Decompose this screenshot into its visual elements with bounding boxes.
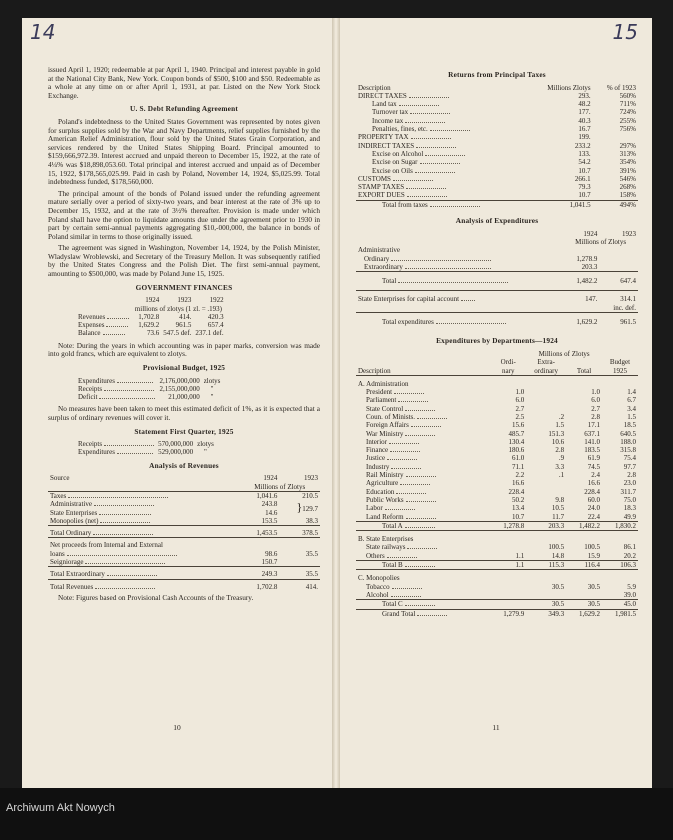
gov-finances-table: [76, 296, 226, 337]
table-row: Deficit 21,000,000 ": [78, 393, 214, 402]
table-row: Agriculture 16.6 16.6 23.0: [366, 479, 636, 488]
page-number: 11: [492, 723, 500, 732]
table-row: Foreign Affairs 15.6 1.5 17.1 18.5: [366, 421, 636, 430]
table-row: Land Reform 10.7 11.7 22.4 49.9: [366, 512, 636, 521]
handwritten-page-number: 14: [30, 20, 56, 44]
table-row: Industry 71.1 3.3 74.5 97.7: [366, 462, 636, 471]
gov-finances-title: GOVERNMENT FINANCES: [135, 282, 233, 292]
table-row: Justice 61.0 .9 61.9 75.4: [366, 454, 636, 463]
prov-note: No measures have been taken to meet this estimated deficit of 1%, as it is expected that a surplus of ordinary revenues will cover it.: [48, 404, 320, 422]
intro-text: issued April 1, 1920; redeemable at par April 1, 1940. Principal and interest payable in gold at the National City Bank, New York. Coupon bonds of $500, $100 and $50. Redeemable as a whole at any time on or after April 1, 1931, at par. Listed on the New York Stock Exchange.: [48, 65, 320, 100]
table-row: Balance 73.6 547.5 def. 237.1 def.: [78, 329, 224, 338]
table-row: Expenditures 529,000,000 ": [78, 448, 207, 457]
returns-row: DIRECT TAXES 293. 560%: [358, 91, 636, 100]
statement-title: Statement First Quarter, 1925: [134, 426, 234, 436]
table-row: Parliament 6.0 6.0 6.7: [366, 396, 636, 405]
table-row: B. State Enterprises: [356, 531, 638, 544]
table-row: Expenses 1,629.2 961.5 657.4: [78, 321, 224, 330]
table-row: A. Administration: [356, 375, 638, 388]
table-row: Total A 1,278.8 203.3 1,482.2 1,830.2: [356, 521, 638, 530]
returns-row: Turnover tax 177. 724%: [372, 108, 636, 117]
table-row: State Control 2.7 2.7 3.4: [366, 404, 636, 413]
debt-title: U. S. Debt Refunding Agreement: [129, 104, 239, 114]
archive-name: Archiwum Akt Nowych: [6, 802, 115, 814]
table-row: Expenditures 2,176,000,000 zlotys: [78, 376, 221, 385]
returns-row: INDIRECT TAXES 233.2 297%: [358, 141, 636, 150]
debt-paragraph-2: The principal amount of the bonds of Poland issued under the refunding agreement mature serially over a period of sixty-two years, and bear interest at the rate of 3% up to December 15, 1932, and at the rate of 3½% thereafter. Provision is made under which Poland shall have the option to liquidate amounts due under the agreement prior to 1930 in part by certain semi-annual payments aggregating $10,-000,000, the balance in bonds of Poland similar in terms to those originally issued.: [48, 188, 320, 241]
table-row: Coun. of Minists. 2.5 .2 2.8 1.5: [366, 412, 636, 421]
debt-paragraph-3: The agreement was signed in Washington, November 14, 1924, by the Polish Minister, Wladyslaw Wroblewski, and Secretary of the Treasury Mellon. It was subsequently ratified by the United States Congress and the Polish Diet. The first semi-annual payment, amounting to $500,000, was made by Poland June 15, 1925.: [48, 243, 320, 279]
gov-year: 1924: [145, 296, 160, 305]
table-row: Revenues 1,702.8 414. 420.3: [78, 312, 224, 321]
revenues-title: Analysis of Revenues: [149, 460, 219, 470]
expenditures-title: Analysis of Expenditures: [455, 216, 539, 226]
expenditures-table: 1924 1923 Millions of Zlotys Administrative Ordinary 1,278.9 Extraordinary 203.3 Total 1,482.2 647.4 State Enterprises for capital account 147. 314.1 inc. def. Total expenditures 1,629.2 961.5: [356, 230, 638, 332]
table-row: Tobacco 30.5 30.5 5.9: [366, 582, 636, 591]
gov-units: millions of zlotys (1 zl. = .193): [134, 304, 222, 313]
revenues-note: Note: Figures based on Provisional Cash Accounts of the Treasury.: [58, 592, 254, 602]
table-row: Receipts 570,000,000 zlotys: [78, 440, 214, 449]
table-row: Total B 1.1 115.3 116.4 106.3: [356, 561, 638, 570]
archive-footer: [0, 788, 673, 840]
table-row: Receipts 2,155,000,000 ": [78, 384, 214, 393]
table-row: Alcohol 39.0: [366, 590, 636, 599]
prov-budget-table: [76, 377, 222, 402]
prov-budget-title: Provisional Budget, 1925: [142, 362, 226, 372]
left-page: [22, 18, 332, 788]
table-row: Labor 13.4 10.5 24.0 18.3: [366, 504, 636, 513]
gov-note: Note: During the years in which accounting was in paper marks, conversion was made into gold francs, which are equivalent to zlotys.: [48, 340, 320, 359]
returns-table: Description Millions Zlotys % of 1923 DIRECT TAXES 293. 560% Land tax 48.2 711% Turnover tax 177. 724% Income tax 40.3 255% Penalties, fines, etc. 16.7 756% PROPERTY TAX 199. INDIRECT TAXES 233.2 297% Excise on Alcohol 133. 313% Excise on Sugar 54.2 354% Excise on Oils 10.7 391% CUSTOMS 266.1 546% STAMP TAXES 79.3 268% EXPORT DUES 10.7 158% Total from taxes 1,041.5 494%: [358, 83, 636, 209]
returns-row: Penalties, fines, etc. 16.7 756%: [372, 125, 636, 134]
table-row: Finance 180.6 2.8 183.5 315.8: [366, 446, 636, 455]
page-number: 10: [173, 723, 181, 732]
returns-total-row: Total from taxes 1,041.5 494%: [356, 200, 638, 209]
returns-row: Excise on Alcohol 133. 313%: [372, 149, 636, 158]
returns-row: CUSTOMS 266.1 546%: [358, 174, 636, 183]
table-row: Grand Total 1,279.9 349.3 1,629.2 1,981.5: [356, 609, 638, 618]
book-spine: [332, 18, 340, 788]
debt-paragraph-1: Poland's indebtedness to the United States Government was represented by notes given for surplus supplies sold by the War and Navy Departments, relief supplies furnished by the American Relief Administration, flour sold by the United States Grain Corporation, and services rendered by the United States Shipping Board. Principal amounted to $159,666,972.39. Interest accrued and unpaid thereon to December 15, 1922, at the rate of 4¼% was $18,898,053.60. Total principal and interest accrued and unpaid as of December 15, 1922, $178,565,025.99. Paid in cash by Poland, November 14, 1924, $5,025.99. Total indebtedness funded, $178,560,000.: [48, 116, 320, 187]
handwritten-page-number: 15: [612, 20, 638, 44]
gov-year: 1922: [209, 296, 224, 305]
statement-table: [76, 440, 216, 457]
departments-title: Expenditures by Departments—1924: [436, 336, 558, 346]
returns-row: STAMP TAXES 79.3 268%: [358, 183, 636, 192]
returns-row: Income tax 40.3 255%: [372, 116, 636, 125]
returns-row: Excise on Sugar 54.2 354%: [372, 158, 636, 167]
returns-row: Land tax 48.2 711%: [372, 100, 636, 109]
table-row: Public Works 50.2 9.8 60.0 75.0: [366, 495, 636, 504]
table-row: C. Monopolies: [356, 570, 638, 583]
returns-title: Returns from Principal Taxes: [448, 70, 546, 79]
returns-row: Excise on Oils 10.7 391%: [372, 166, 636, 175]
table-row: State railways 100.5 100.5 86.1: [366, 543, 636, 552]
revenues-table: Source 1924 1923 Millions of Zlotys Taxes 1,041.6 210.5 Administrative 243.8 }129.7 State Enterprises 14.6 Monopolies (net) 153.5 38.3 Total Ordinary 1,453.5 378.5 Net proceeds from Internal and External loans 98.6 35.5 Seigniorage 150.7 Total Extraordinary 249.3 35.5 Total Revenues 1,702.8 414.: [50, 474, 318, 591]
departments-table: Millions of Zlotys Description Ordi- nary Extra- ordinary Total Budget 1925 A. Administration President 1.0 1.0 1.4 Parliament 6.0 6.0 6.7 State Control 2.7 2.7 3.4 Coun. of Minists. 2.5 .2 2.8 1.5 Foreign Affairs 15.6 1.5 17.1 18.5 War Ministry 485.7 151.3 637.1 640.5 Interior 130.4 10.6 141.0 188.0 Finance 180.6 2.8 183.5 315.8 Justice 61.0 .9 61.9 75.4 Industry 71.1 3.3 74.5 97.7 Rail Ministry 2.2 .1 2.4 2.8 Agriculture 16.6 16.6 23.0 Education 228.4 228.4 311.7 Public Works 50.2 9.8 60.0 75.0 Labor 13.4 10.5 24.0 18.3 Land Reform 10.7 11.7 22.4 49.9 Total A 1,278.8 203.3 1,482.2 1,830.2 B. State Enterprises State railways 100.5 100.5 86.1 Others 1.1 14.8 15.9 20.2 Total B 1.1 115.3 116.4 106.3 C. Monopolies Tobacco 30.5 30.5 5.9 Alcohol 39.0 Total C 30.5 30.5 45.0 Grand Total 1,279.9 349.3 1,629.2 1,981.5: [358, 349, 636, 618]
table-row: Others 1.1 14.8 15.9 20.2: [366, 551, 636, 560]
gov-year: 1923: [177, 296, 192, 305]
table-row: Total C 30.5 30.5 45.0: [356, 600, 638, 609]
table-row: Interior 130.4 10.6 141.0 188.0: [366, 437, 636, 446]
table-row: Education 228.4 228.4 311.7: [366, 487, 636, 496]
returns-row: EXPORT DUES 10.7 158%: [358, 191, 636, 200]
table-row: Rail Ministry 2.2 .1 2.4 2.8: [366, 471, 636, 480]
right-page: [340, 18, 652, 788]
table-row: President 1.0 1.0 1.4: [366, 388, 636, 397]
table-row: War Ministry 485.7 151.3 637.1 640.5: [366, 429, 636, 438]
returns-row: PROPERTY TAX 199.: [358, 133, 591, 142]
